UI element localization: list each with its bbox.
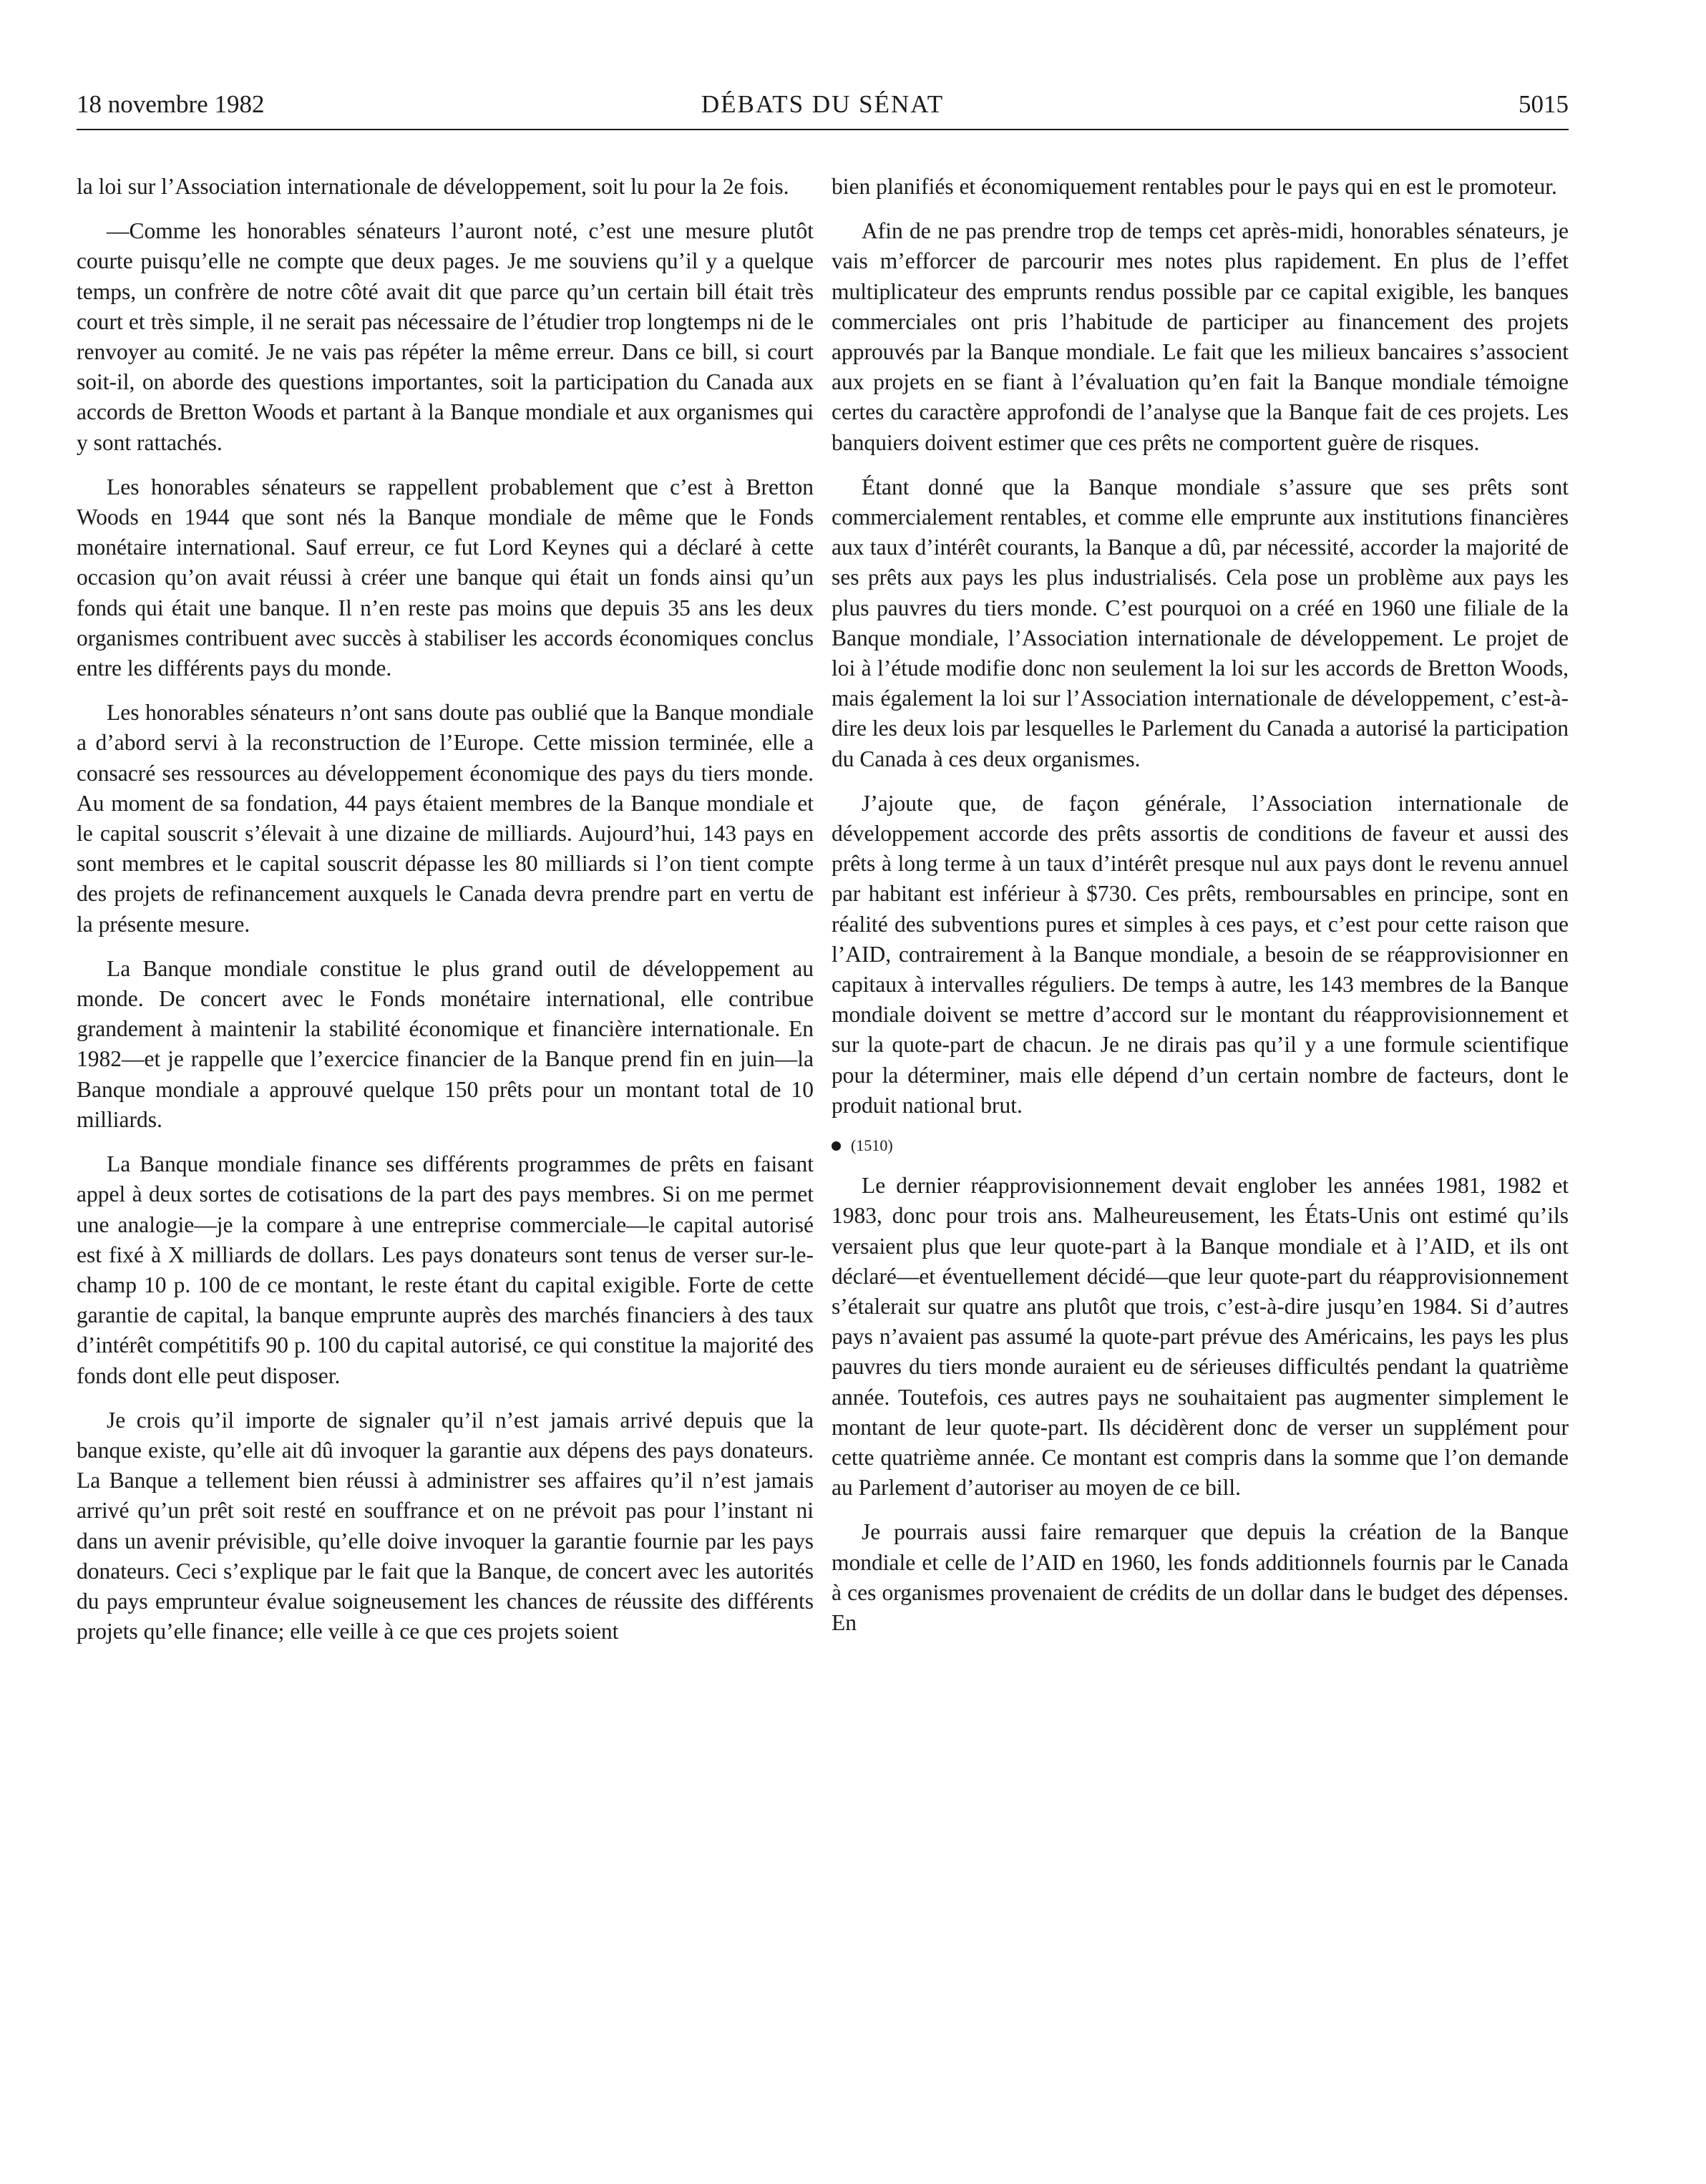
paragraph: Les honorables sénateurs se rappellent probablement que c’est à Bretton Woods en 1944 que sont nés la Banque mondiale de même que le Fonds monétaire international. Sauf erreur, ce fut Lord Keynes qui a déclaré à cette occasion qu’on avait réussi à créer une banque qui était un fonds ainsi qu’un fonds qui était une banque. Il n’en reste pas moins que depuis 35 ans les deux organismes contribuent avec succès à stabiliser les accords économiques conclus entre les différents pays du monde. xyxy=(77,474,814,681)
paragraph: Afin de ne pas prendre trop de temps cet après-midi, honorables sénateurs, je vais m’efforcer de parcourir mes notes plus rapidement. En plus de l’effet multiplicateur des emprunts rendus possible par ce capital exigible, les banques commerciales ont pris l’habitude de participer au financement des projets approuvés par la Banque mondiale. Le fait que les milieux bancaires s’associent aux projets en se fiant à l’évaluation qu’en fait la Banque mondiale témoigne certes du caractère approfondi de l’analyse que la Banque fait de ces projets. Les banquiers doivent estimer que ces prêts ne comportent guère de risques. xyxy=(832,218,1569,455)
paragraph: bien planifiés et économiquement rentables pour le pays qui en est le promoteur. xyxy=(832,174,1557,199)
header-page-number: 5015 xyxy=(1519,90,1569,118)
paragraph: Je crois qu’il importe de signaler qu’il n’est jamais arrivé depuis que la banque existe, qu’elle ait dû invoquer la garantie aux dépens des pays donateurs. La Banque a tellement bien réussi à administrer ses affaires qu’il n’est jamais arrivé qu’un prêt soit resté en souffrance et on ne prévoit pas pour l’instant ni dans un avenir prévisible, qu’elle doive invoquer la garantie fournie par les pays donateurs. Ceci s’explique par le fait que la Banque, de concert avec les autorités du pays emprunteur évalue soigneusement les chances de réussite des différents projets qu’elle finance; elle veille à ce que ces projets soient xyxy=(77,1407,814,1644)
paragraph: J’ajoute que, de façon générale, l’Association internationale de développement accorde des prêts assortis de conditions de faveur et aussi des prêts à long terme à un taux d’intérêt presque nul aux pays dont le revenu annuel par habitant est inférieur à $730. Ces prêts, remboursables en principe, sont en réalité des subventions pures et simples à ces pays, et c’est pour cette raison que l’AID, contrairement à la Banque mondiale, a besoin de se réapprovisionner en capitaux à intervalles réguliers. De temps à autre, les 143 membres de la Banque mondiale doivent se mettre d’accord sur le montant du réapprovisionnement et sur la quote-part de chacun. Je ne dirais pas qu’il y a une formule scientifique pour la déterminer, mais elle dépend d’un certain nombre de facteurs, dont le produit national brut. xyxy=(832,790,1569,1118)
time-marker xyxy=(832,1135,1569,1156)
paragraph: Le dernier réapprovisionnement devait englober les années 1981, 1982 et 1983, donc pour trois ans. Malheureusement, les États-Unis ont estimé qu’ils versaient plus que leur quote-part à la Banque mondiale et à l’AID, et ils ont déclaré—et éventuellement décidé—que leur quote-part du réapprovisionnement s’étalerait sur quatre ans plutôt que trois, c’est-à-dire jusqu’en 1984. Si d’autres pays n’avaient pas assumé la quote-part prévue des Américains, les pays les plus pauvres du tiers monde auraient eu de sérieuses difficultés pendant la quatrième année. Toutefois, ces autres pays ne souhaitaient pas augmenter simplement le montant de leur quote-part. Ils décidèrent donc de verser un supplément pour cette quatrième année. Ce montant est compris dans la somme que l’on demande au Parlement d’autoriser au moyen de ce bill. xyxy=(832,1173,1569,1501)
right-column xyxy=(832,172,1569,1652)
paragraph: Étant donné que la Banque mondiale s’assure que ses prêts sont commercialement rentables, et comme elle emprunte aux institutions financières aux taux d’intérêt courants, la Banque a dû, par nécessité, accorder la majorité de ses prêts aux pays les plus industrialisés. Cela pose un problème aux pays les plus pauvres du tiers monde. C’est pourquoi on a créé en 1960 une filiale de la Banque mondiale, l’Association internationale de développement. Le projet de loi à l’étude modifie donc non seulement la loi sur les accords de Bretton Woods, mais également la loi sur l’Association internationale de développement, c’est-à-dire les deux lois par lesquelles le Parlement du Canada a autorisé la participation du Canada à ces deux organismes. xyxy=(832,474,1569,771)
page-header xyxy=(77,84,1569,130)
paragraph: La Banque mondiale finance ses différents programmes de prêts en faisant appel à deux sortes de cotisations de la part des pays membres. Si on me permet une analogie—je la compare à une entreprise commerciale—le capital autorisé est fixé à X milliards de dollars. Les pays donateurs sont tenus de verser sur-le-champ 10 p. 100 de ce montant, le reste étant du capital exigible. Forte de cette garantie de capital, la banque emprunte auprès des marchés financiers à des taux d’intérêt compétitifs 90 p. 100 du capital autorisé, ce qui constitue la majorité des fonds dont elle peut disposer. xyxy=(77,1151,814,1388)
header-date: 18 novembre 1982 xyxy=(77,90,265,118)
paragraph: la loi sur l’Association internationale de développement, soit lu pour la 2e fois. xyxy=(77,174,789,199)
paragraph: Je pourrais aussi faire remarquer que depuis la création de la Banque mondiale et celle de l’AID en 1960, les fonds additionnels fournis par le Canada à ces organismes provenaient de crédits de un dollar dans le budget des dépenses. En xyxy=(832,1519,1569,1635)
paragraph: La Banque mondiale constitue le plus grand outil de développement au monde. De concert avec le Fonds monétaire international, elle contribue grandement à maintenir la stabilité économique et financière internationale. En 1982—et je rappelle que l’exercice financier de la Banque prend fin en juin—la Banque mondiale a approuvé quelque 150 prêts pour un montant total de 10 milliards. xyxy=(77,955,814,1132)
time-marker-label: (1510) xyxy=(851,1136,893,1155)
paragraph: —Comme les honorables sénateurs l’auront noté, c’est une mesure plutôt courte puisqu’elle ne compte que deux pages. Je me souviens qu’il y a quelque temps, un confrère de notre côté avait dit que parce qu’un certain bill était très court et très simple, il ne serait pas nécessaire de l’étudier trop longtemps ni de le renvoyer au comité. Je ne vais pas répéter la même erreur. Dans ce bill, si court soit-il, on aborde des questions importantes, soit la participation du Canada aux accords de Bretton Woods et partant à la Banque mondiale et aux organismes qui y sont rattachés. xyxy=(77,218,814,455)
left-column xyxy=(77,172,814,1661)
bullet-icon xyxy=(832,1141,841,1151)
header-title: DÉBATS DU SÉNAT xyxy=(701,90,945,118)
paragraph: Les honorables sénateurs n’ont sans doute pas oublié que la Banque mondiale a d’abord servi à la reconstruction de l’Europe. Cette mission terminée, elle a consacré ses ressources au développement économique des pays du tiers monde. Au moment de sa fondation, 44 pays étaient membres de la Banque mondiale et le capital souscrit s’élevait à une dizaine de milliards. Aujourd’hui, 143 pays en sont membres et le capital souscrit dépasse les 80 milliards si l’on tient compte des projets de refinancement auxquels le Canada devra prendre part en vertu de la présente mesure. xyxy=(77,700,814,937)
